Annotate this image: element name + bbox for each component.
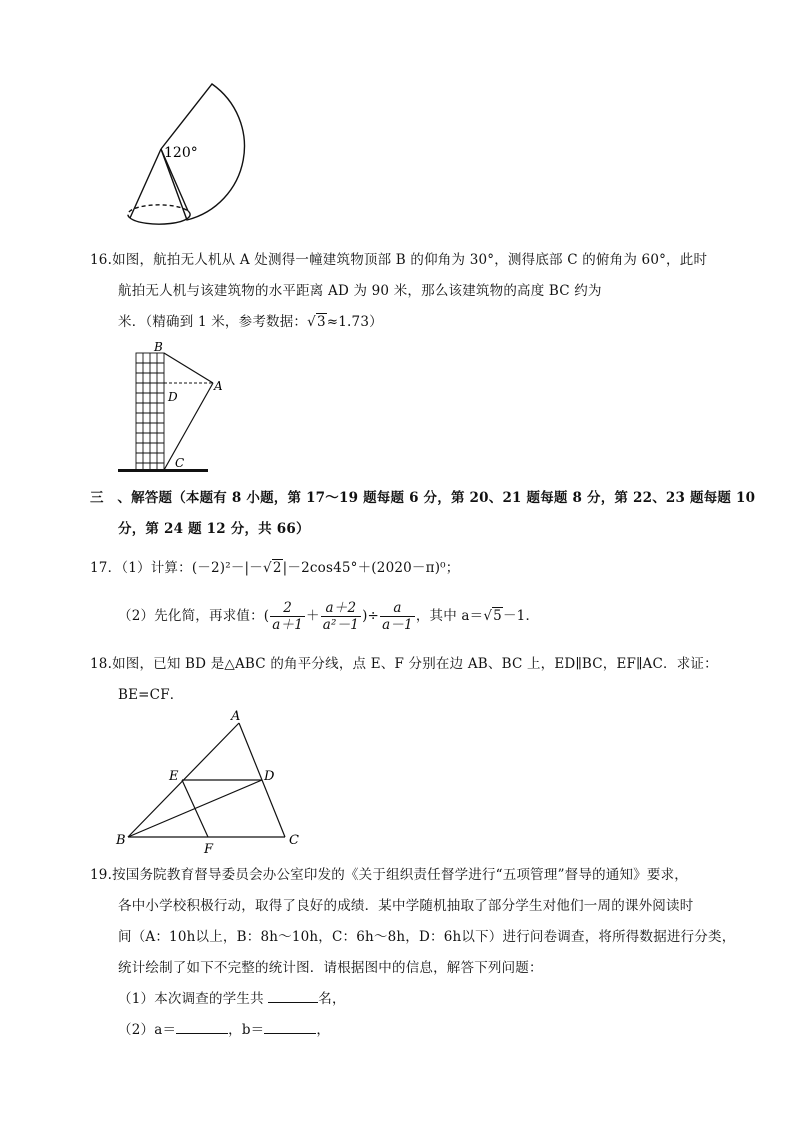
fraction-1: $\frac{2}{a+1}$ (272, 600, 304, 633)
q17-p1-post: |－2cos45°＋(2020－π)⁰； (282, 560, 460, 576)
angle-label: 120° (164, 145, 198, 161)
q19-line1: 19.按国务院教育督导委员会办公室印发的《关于组织责任督学进行“五项管理”督导的通知》要求， (90, 867, 688, 883)
cone-figure (120, 78, 250, 238)
q19-s2-end: ， (316, 1022, 331, 1038)
sqrt-2: √2 (263, 560, 282, 576)
q19-line3: 间（A：10h以上，B：8h～10h，C：6h～8h，D：6h以下）进行问卷调查，将所得数据进行分类， (118, 929, 736, 945)
q17-part2 (118, 598, 539, 634)
fraction-2: $\frac{a+2}{\text{a²－1}}$ (322, 600, 360, 633)
q17-p1-pre: 17．（1）计算：(－2)²－|－ (90, 560, 264, 576)
label-A: A (231, 709, 241, 724)
q19-sub1 (118, 990, 346, 1008)
cone-base-back (128, 205, 188, 218)
q17-p2-post: －1． (502, 608, 540, 624)
q18-line2: BE=CF． (118, 687, 184, 703)
label-B: B (154, 340, 163, 354)
section3-line1: 三 、解答题（本题有 8 小题，第 17～19 题每题 6 分，第 20、21 题每题 8 分，第 22、23 题每题 10 (90, 490, 756, 506)
cone-left-edge (130, 149, 161, 218)
q19-sub2 (118, 1021, 330, 1039)
q19-line2: 各中小学校积极行动，取得了良好的成绩．某中学随机抽取了部分学生对他们一周的课外阅读时 (118, 898, 694, 914)
ground-line (118, 469, 208, 472)
fraction-3: $\frac{a}{a-1}$ (382, 600, 413, 633)
q19-line4: 统计绘制了如下不完整的统计图．请根据图中的信息，解答下列问题： (118, 960, 543, 976)
label-C: C (289, 833, 299, 848)
label-B: B (116, 833, 126, 848)
section3-line2: 分，第 24 题 12 分，共 66） (118, 521, 310, 537)
building-grid (136, 353, 164, 470)
triangle-figure (112, 708, 312, 856)
sqrt-5: √5 (483, 608, 502, 624)
a-value-blank[interactable] (176, 1021, 228, 1034)
q19-s2-b: ，b＝ (228, 1022, 265, 1038)
b-value-blank[interactable] (264, 1021, 316, 1034)
q16-line3 (118, 313, 383, 331)
q17-p2-mid: ，其中 a＝ (415, 608, 484, 624)
q16-line3-pre: 米．（精确到 1 米，参考数据： (118, 314, 308, 330)
label-A: A (214, 379, 223, 393)
q16-line2: 航拍无人机与该建筑物的水平距离 AD 为 90 米，那么该建筑物的高度 BC 约为 (118, 283, 602, 299)
cone-base-front (130, 211, 190, 224)
q16-line3-post: ≈1.73） (326, 314, 383, 330)
q16-line1: 16.如图，航拍无人机从 A 处测得一幢建筑物顶部 B 的仰角为 30°，测得底部 C 的俯角为 60°，此时 (90, 252, 708, 268)
q18-line1: 18.如图，已知 BD 是△ABC 的角平分线，点 E、F 分别在边 AB、BC 上，ED∥BC，EF∥AC．求证： (90, 656, 718, 672)
label-C: C (175, 456, 185, 470)
label-F: F (204, 842, 214, 857)
building-figure (114, 337, 223, 477)
label-D: D (264, 769, 275, 784)
segment-EF (182, 780, 208, 837)
student-count-blank[interactable] (268, 990, 318, 1003)
q19-s1-post: 名， (318, 991, 346, 1007)
sqrt-3: √3 (307, 314, 326, 330)
label-E: E (169, 769, 179, 784)
label-D: D (168, 390, 178, 404)
plus-sign: ＋ (306, 608, 320, 624)
divide-sign: )÷ (362, 608, 380, 624)
line-BA (164, 353, 213, 383)
q17-p2-pre: （2）先化简，再求值：( (118, 608, 270, 624)
q19-s2-a: （2）a＝ (118, 1022, 177, 1038)
q19-s1-pre: （1）本次调查的学生共 (118, 991, 264, 1007)
q17-part1 (90, 559, 459, 577)
